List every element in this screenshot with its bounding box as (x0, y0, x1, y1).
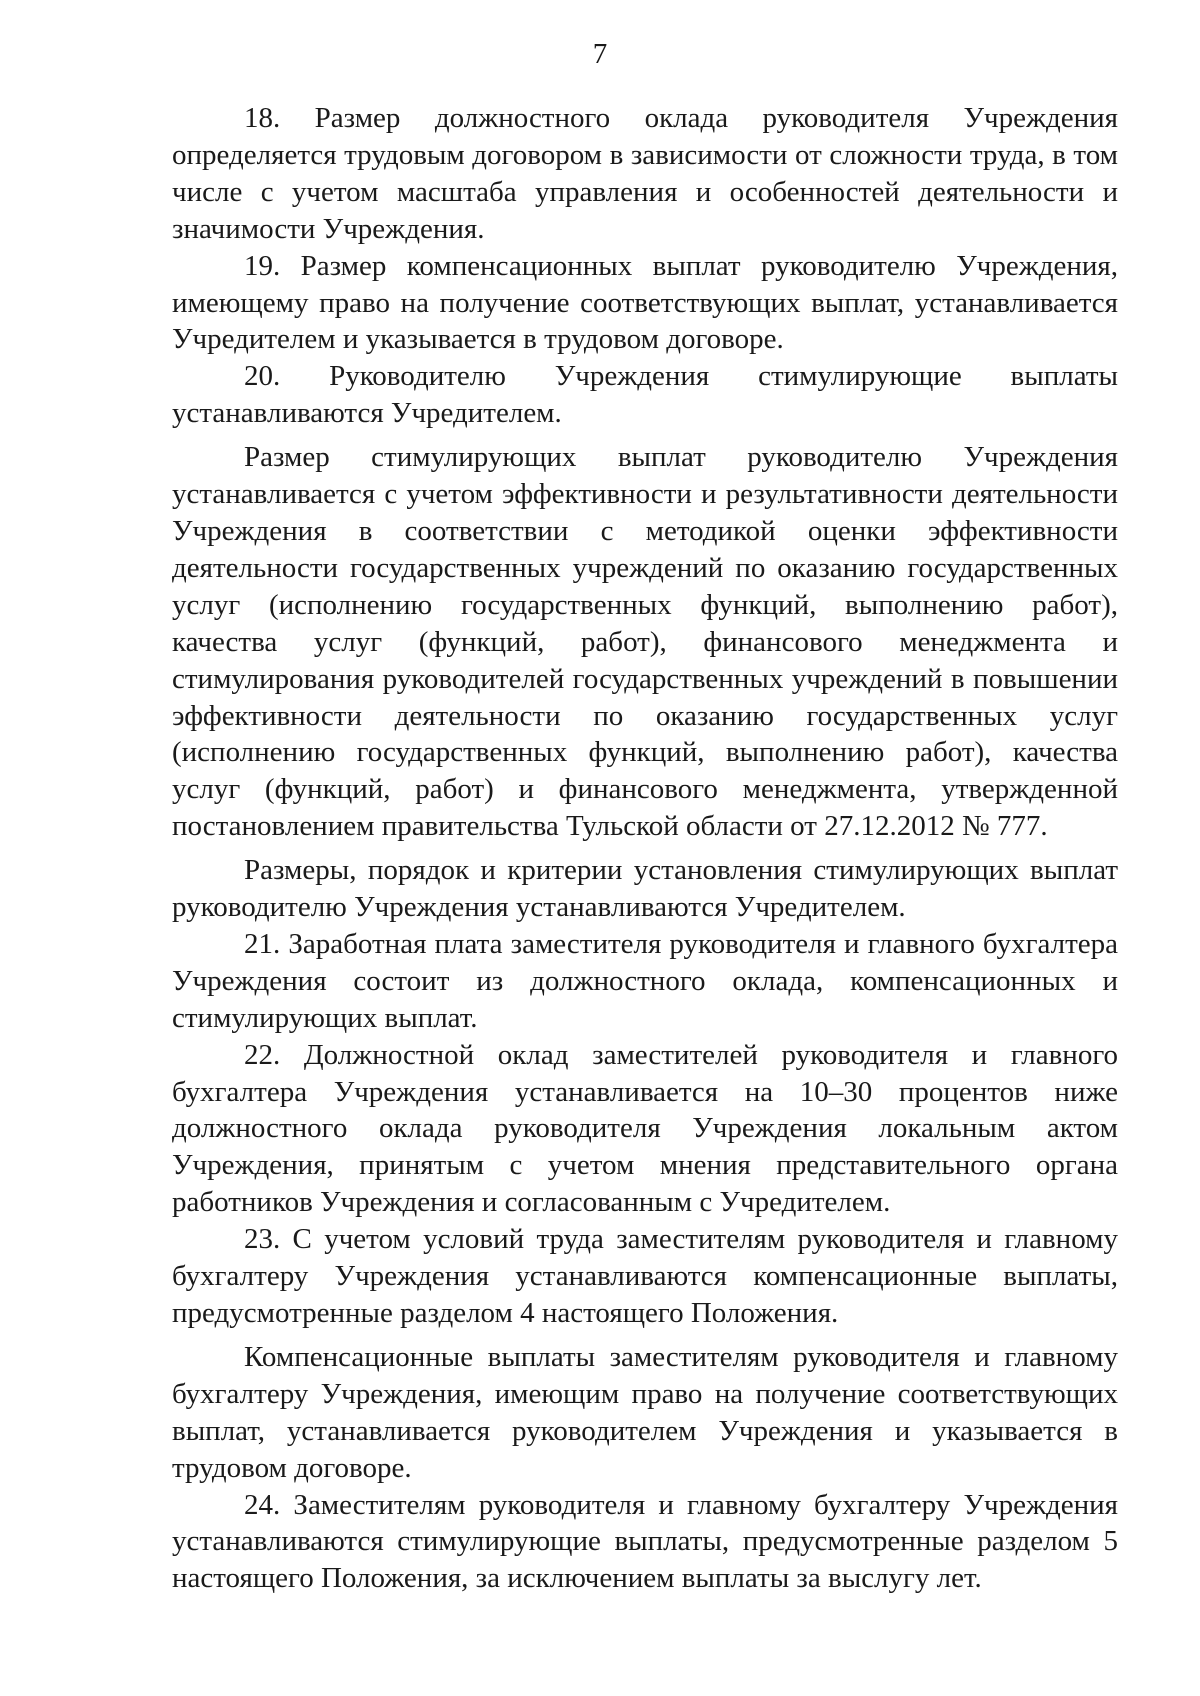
paragraph-19: 19. Размер компенсационных выплат руководителю Учреждения, имеющему право на получение соответствующих выплат, устанавливается Учредителем и указывается в трудовом договоре. (172, 249, 1118, 356)
paragraph-21: 21. Заработная плата заместителя руководителя и главного бухгалтера Учреждения состоит из должностного оклада, компенсационных и стимулирующих выплат. (172, 927, 1118, 1034)
paragraph-22: 22. Должностной оклад заместителей руководителя и главного бухгалтера Учреждения устанавливается на 10–30 процентов ниже должностного оклада руководителя Учреждения локальным актом Учреждения, принятым с учетом мнения представительного органа работников Учреждения и согласованным с Учредителем. (172, 1038, 1118, 1219)
paragraph-23: 23. С учетом условий труда заместителям руководителя и главному бухгалтеру Учреждения устанавливаются компенсационные выплаты, предусмотренные разделом 4 настоящего Положения. (172, 1223, 1118, 1329)
paragraph-20: 20. Руководителю Учреждения стимулирующие выплаты устанавливаются Учредителем. (172, 360, 1118, 430)
page-number: 7 (592, 38, 608, 70)
paragraph-23-compensation: Компенсационные выплаты заместителям руководителя и главному бухгалтеру Учреждения, имеющим право на получение соответствующих выплат, устанавливается руководителем Учреждения и указывается в трудовом договоре. (172, 1340, 1118, 1484)
paragraph-18: 18. Размер должностного оклада руководителя Учреждения определяется трудовым договором в зависимости от сложности труда, в том числе с учетом масштаба управления и особенностей деятельности и значимости Учреждения. (172, 102, 1118, 245)
paragraph-20-criteria: Размеры, порядок и критерии установления стимулирующих выплат руководителю Учреждения устанавливаются Учредителем. (172, 854, 1118, 924)
paragraph-20-stimulus-size: Размер стимулирующих выплат руководителю Учреждения устанавливается с учетом эффективности и результативности деятельности Учреждения в соответствии с методикой оценки эффективности деятельности государственных учреждений по оказанию государственных услуг (исполнению государственных функций, выполнению работ), качества услуг (функций, работ), финансового менеджмента и стимулирования руководителей государственных учреждений в повышении эффективности деятельности по оказанию государственных услуг (исполнению государственных функций, выполнению работ), качества услуг (функций, работ) и финансового менеджмента, утвержденной постановлением правительства Тульской области от 27.12.2012 № 777. (172, 441, 1118, 843)
paragraph-24: 24. Заместителям руководителя и главному бухгалтеру Учреждения устанавливаются стимулирующие выплаты, предусмотренные разделом 5 настоящего Положения, за исключением выплаты за выслугу лет. (172, 1488, 1118, 1595)
document-body (172, 100, 1118, 1597)
